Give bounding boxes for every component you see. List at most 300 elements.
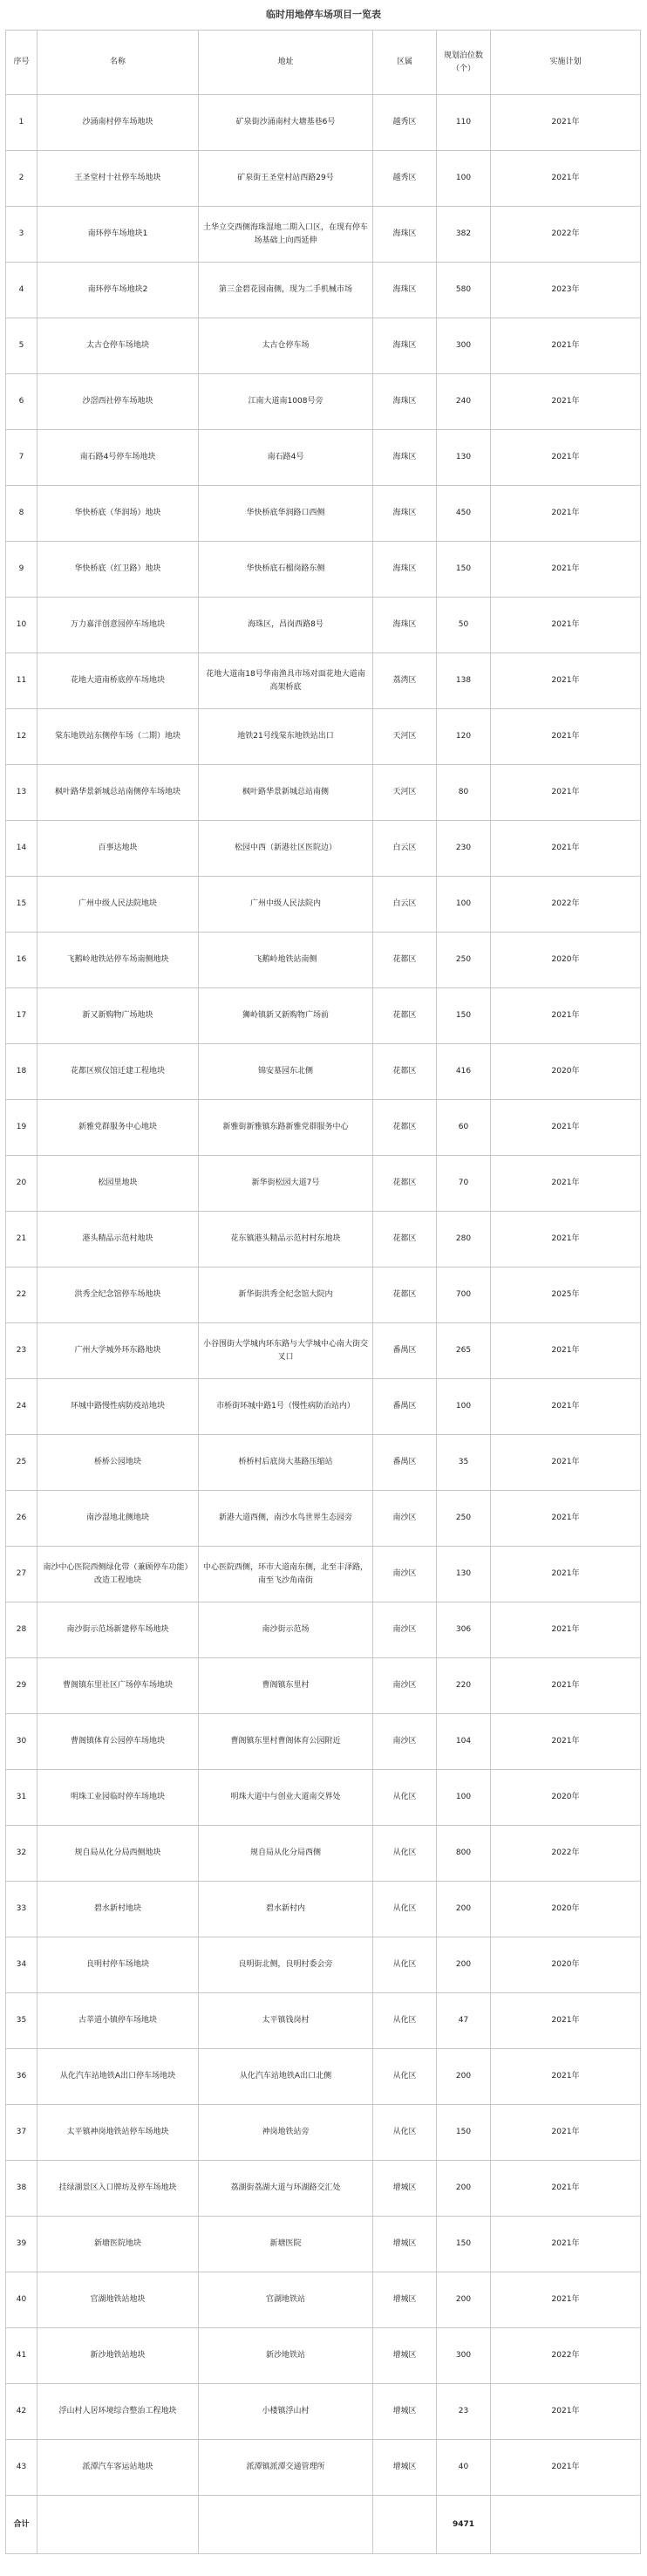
total-label: 合计 (6, 2496, 37, 2554)
cell-district: 从化区 (373, 1770, 437, 1826)
cell-district: 南沙区 (373, 1491, 437, 1547)
cell-address: 土华立交西侧海珠湿地二期入口区，在现有停车场基础上向西延伸 (199, 207, 373, 263)
table-row (6, 1268, 641, 1323)
table-row (6, 2384, 641, 2440)
table-row (6, 486, 641, 542)
table-row (6, 988, 641, 1044)
cell-address: 中心医院西侧，环市大道南东侧，北至丰泽路，南至飞沙角南街 (199, 1547, 373, 1602)
table-row (6, 2440, 641, 2496)
cell-district: 天河区 (373, 765, 437, 821)
cell-seq: 16 (6, 933, 37, 988)
cell-district: 越秀区 (373, 95, 437, 151)
cell-name: 环城中路慢性病防疫站地块 (37, 1379, 199, 1435)
cell-name: 港头精品示范村地块 (37, 1212, 199, 1268)
cell-address: 新华街洪秀全纪念馆大院内 (199, 1268, 373, 1323)
cell-name: 官湖地铁站地块 (37, 2272, 199, 2328)
cell-seq: 2 (6, 151, 37, 207)
cell-name: 南石路4号停车场地块 (37, 430, 199, 486)
table-row (6, 821, 641, 877)
cell-seq: 9 (6, 542, 37, 598)
cell-address: 太平镇钱岗村 (199, 1993, 373, 2049)
cell-address: 规自局从化分局西侧 (199, 1826, 373, 1882)
cell-district: 番禺区 (373, 1435, 437, 1491)
cell-spaces: 416 (437, 1044, 491, 1100)
cell-seq: 5 (6, 318, 37, 374)
cell-seq: 33 (6, 1882, 37, 1937)
cell-district: 番禺区 (373, 1379, 437, 1435)
cell-spaces: 47 (437, 1993, 491, 2049)
table-row (6, 1937, 641, 1993)
cell-address: 广州中级人民法院内 (199, 877, 373, 933)
cell-seq: 22 (6, 1268, 37, 1323)
cell-district: 天河区 (373, 709, 437, 765)
total-row (6, 2496, 641, 2554)
cell-district: 海珠区 (373, 598, 437, 653)
table-row (6, 374, 641, 430)
cell-plan: 2022年 (491, 1826, 641, 1882)
cell-address: 江南大道南1008号旁 (199, 374, 373, 430)
cell-plan: 2020年 (491, 1937, 641, 1993)
table-row (6, 877, 641, 933)
cell-spaces: 80 (437, 765, 491, 821)
cell-name: 新雅党群服务中心地块 (37, 1100, 199, 1156)
cell-plan: 2021年 (491, 1212, 641, 1268)
table-row (6, 2217, 641, 2272)
cell-seq: 34 (6, 1937, 37, 1993)
cell-seq: 29 (6, 1658, 37, 1714)
cell-plan: 2021年 (491, 821, 641, 877)
cell-name: 沙涌南村停车场地块 (37, 95, 199, 151)
cell-district: 从化区 (373, 2105, 437, 2161)
cell-address: 从化汽车站地铁A出口北侧 (199, 2049, 373, 2105)
cell-seq: 20 (6, 1156, 37, 1212)
table-row (6, 1658, 641, 1714)
cell-name: 棠东地铁站东侧停车场（二期）地块 (37, 709, 199, 765)
table-row (6, 542, 641, 598)
cell-spaces: 100 (437, 877, 491, 933)
cell-spaces: 104 (437, 1714, 491, 1770)
cell-spaces: 100 (437, 151, 491, 207)
cell-name: 派潭汽车客运站地块 (37, 2440, 199, 2496)
cell-address: 曹阁镇东里村曹阁体育公园附近 (199, 1714, 373, 1770)
cell-name: 南沙中心医院西侧绿化带（兼顾停车功能）改造工程地块 (37, 1547, 199, 1602)
cell-name: 广州大学城外环东路地块 (37, 1323, 199, 1379)
cell-seq: 15 (6, 877, 37, 933)
cell-address: 华快桥底石榴岗路东侧 (199, 542, 373, 598)
cell-address: 新塘医院 (199, 2217, 373, 2272)
cell-address: 新沙地铁站 (199, 2328, 373, 2384)
cell-seq: 8 (6, 486, 37, 542)
cell-name: 太平镇神岗地铁站停车场地块 (37, 2105, 199, 2161)
cell-address: 新华街松园大道7号 (199, 1156, 373, 1212)
cell-name: 沙滘西社停车场地块 (37, 374, 199, 430)
table-row (6, 1212, 641, 1268)
cell-name: 太古仓停车场地块 (37, 318, 199, 374)
cell-spaces: 100 (437, 1770, 491, 1826)
cell-address: 市桥街环城中路1号（慢性病防治站内） (199, 1379, 373, 1435)
cell-spaces: 70 (437, 1156, 491, 1212)
cell-name: 华快桥底（红卫路）地块 (37, 542, 199, 598)
total-name (37, 2496, 199, 2554)
table-row (6, 95, 641, 151)
cell-plan: 2021年 (491, 430, 641, 486)
table-row (6, 2272, 641, 2328)
cell-plan: 2021年 (491, 151, 641, 207)
table-row (6, 2105, 641, 2161)
cell-address: 神岗地铁站旁 (199, 2105, 373, 2161)
cell-spaces: 250 (437, 1491, 491, 1547)
cell-name: 新塘医院地块 (37, 2217, 199, 2272)
cell-plan: 2021年 (491, 765, 641, 821)
table-row (6, 263, 641, 318)
table-row (6, 1156, 641, 1212)
cell-name: 明珠工业园临时停车场地块 (37, 1770, 199, 1826)
cell-spaces: 220 (437, 1658, 491, 1714)
cell-address: 明珠大道中与创业大道南交界处 (199, 1770, 373, 1826)
cell-district: 增城区 (373, 2272, 437, 2328)
cell-name: 浮山村人居环境综合整治工程地块 (37, 2384, 199, 2440)
cell-plan: 2021年 (491, 598, 641, 653)
cell-name: 华快桥底（华润场）地块 (37, 486, 199, 542)
cell-seq: 36 (6, 2049, 37, 2105)
cell-seq: 27 (6, 1547, 37, 1602)
table-row (6, 1044, 641, 1100)
cell-seq: 30 (6, 1714, 37, 1770)
cell-plan: 2021年 (491, 2217, 641, 2272)
cell-plan: 2021年 (491, 1323, 641, 1379)
table-row (6, 1714, 641, 1770)
cell-plan: 2021年 (491, 1547, 641, 1602)
cell-district: 白云区 (373, 877, 437, 933)
cell-seq: 39 (6, 2217, 37, 2272)
cell-spaces: 35 (437, 1435, 491, 1491)
cell-seq: 14 (6, 821, 37, 877)
table-body (6, 31, 641, 2554)
cell-seq: 32 (6, 1826, 37, 1882)
cell-district: 白云区 (373, 821, 437, 877)
cell-plan: 2020年 (491, 1882, 641, 1937)
cell-name: 挂绿湖景区入口牌坊及停车场地块 (37, 2161, 199, 2217)
cell-seq: 26 (6, 1491, 37, 1547)
table-row (6, 765, 641, 821)
cell-seq: 41 (6, 2328, 37, 2384)
cell-address: 官湖地铁站 (199, 2272, 373, 2328)
header-spaces: 规划泊位数（个） (437, 31, 491, 95)
cell-district: 海珠区 (373, 486, 437, 542)
cell-plan: 2021年 (491, 1491, 641, 1547)
cell-spaces: 60 (437, 1100, 491, 1156)
cell-spaces: 300 (437, 318, 491, 374)
cell-address: 碧水新村内 (199, 1882, 373, 1937)
table-row (6, 709, 641, 765)
table-row (6, 1491, 641, 1547)
table-row (6, 653, 641, 709)
cell-district: 荔湾区 (373, 653, 437, 709)
cell-district: 从化区 (373, 1937, 437, 1993)
table-row (6, 598, 641, 653)
cell-name: 曹阁镇体育公园停车场地块 (37, 1714, 199, 1770)
cell-district: 海珠区 (373, 374, 437, 430)
cell-name: 南沙街示范场新建停车场地块 (37, 1602, 199, 1658)
cell-name: 南环停车场地块1 (37, 207, 199, 263)
cell-spaces: 200 (437, 2272, 491, 2328)
cell-spaces: 150 (437, 2105, 491, 2161)
cell-spaces: 150 (437, 2217, 491, 2272)
cell-seq: 12 (6, 709, 37, 765)
cell-spaces: 265 (437, 1323, 491, 1379)
cell-address: 新港大道西侧，南沙水鸟世界生态园旁 (199, 1491, 373, 1547)
cell-plan: 2021年 (491, 2384, 641, 2440)
cell-seq: 42 (6, 2384, 37, 2440)
cell-spaces: 230 (437, 821, 491, 877)
cell-spaces: 200 (437, 1937, 491, 1993)
cell-name: 南环停车场地块2 (37, 263, 199, 318)
cell-spaces: 800 (437, 1826, 491, 1882)
cell-address: 华快桥底华润路口西侧 (199, 486, 373, 542)
header-plan: 实施计划 (491, 31, 641, 95)
cell-district: 增城区 (373, 2217, 437, 2272)
cell-district: 南沙区 (373, 1658, 437, 1714)
cell-district: 越秀区 (373, 151, 437, 207)
cell-name: 百事达地块 (37, 821, 199, 877)
cell-seq: 19 (6, 1100, 37, 1156)
cell-address: 地铁21号线棠东地铁站出口 (199, 709, 373, 765)
cell-spaces: 300 (437, 2328, 491, 2384)
cell-spaces: 200 (437, 1882, 491, 1937)
cell-district: 花都区 (373, 988, 437, 1044)
cell-seq: 18 (6, 1044, 37, 1100)
total-spaces: 9471 (437, 2496, 491, 2554)
total-district (373, 2496, 437, 2554)
cell-spaces: 580 (437, 263, 491, 318)
header-seq: 序号 (6, 31, 37, 95)
cell-seq: 38 (6, 2161, 37, 2217)
cell-name: 飞鹅岭地铁站停车场南侧地块 (37, 933, 199, 988)
cell-district: 从化区 (373, 1826, 437, 1882)
cell-seq: 21 (6, 1212, 37, 1268)
cell-seq: 25 (6, 1435, 37, 1491)
cell-plan: 2021年 (491, 1714, 641, 1770)
cell-name: 规自局从化分局西侧地块 (37, 1826, 199, 1882)
table-row (6, 1770, 641, 1826)
header-district: 区属 (373, 31, 437, 95)
cell-district: 增城区 (373, 2161, 437, 2217)
cell-district: 南沙区 (373, 1602, 437, 1658)
table-row (6, 933, 641, 988)
cell-seq: 1 (6, 95, 37, 151)
table-row (6, 207, 641, 263)
parking-table (5, 30, 641, 2554)
cell-spaces: 700 (437, 1268, 491, 1323)
cell-name: 碧水新村地块 (37, 1882, 199, 1937)
cell-district: 从化区 (373, 2049, 437, 2105)
cell-plan: 2022年 (491, 877, 641, 933)
cell-address: 良明街北侧，良明村委会旁 (199, 1937, 373, 1993)
cell-address: 花东镇港头精品示范村村东地块 (199, 1212, 373, 1268)
cell-plan: 2021年 (491, 1379, 641, 1435)
table-row (6, 2049, 641, 2105)
cell-plan: 2021年 (491, 1658, 641, 1714)
table-row (6, 1547, 641, 1602)
header-row (6, 31, 641, 95)
table-row (6, 430, 641, 486)
cell-name: 松园里地块 (37, 1156, 199, 1212)
cell-name: 洪秀全纪念馆停车场地块 (37, 1268, 199, 1323)
cell-plan: 2021年 (491, 542, 641, 598)
cell-plan: 2021年 (491, 318, 641, 374)
cell-address: 太古仓停车场 (199, 318, 373, 374)
cell-address: 海珠区，昌岗西路8号 (199, 598, 373, 653)
cell-spaces: 250 (437, 933, 491, 988)
cell-plan: 2021年 (491, 95, 641, 151)
cell-address: 派潭镇派潭交通管理所 (199, 2440, 373, 2496)
cell-spaces: 240 (437, 374, 491, 430)
header-name: 名称 (37, 31, 199, 95)
cell-district: 从化区 (373, 1882, 437, 1937)
cell-address: 荔湖街荔湖大道与环湖路交汇处 (199, 2161, 373, 2217)
cell-seq: 11 (6, 653, 37, 709)
cell-plan: 2021年 (491, 374, 641, 430)
cell-plan: 2021年 (491, 709, 641, 765)
cell-spaces: 280 (437, 1212, 491, 1268)
cell-name: 王圣堂村十社停车场地块 (37, 151, 199, 207)
cell-seq: 40 (6, 2272, 37, 2328)
cell-seq: 43 (6, 2440, 37, 2496)
cell-plan: 2021年 (491, 486, 641, 542)
cell-spaces: 138 (437, 653, 491, 709)
cell-spaces: 23 (437, 2384, 491, 2440)
cell-spaces: 50 (437, 598, 491, 653)
cell-name: 枫叶路华景新城总站南侧停车场地块 (37, 765, 199, 821)
table-row (6, 1993, 641, 2049)
cell-plan: 2021年 (491, 2161, 641, 2217)
cell-plan: 2021年 (491, 2105, 641, 2161)
cell-spaces: 120 (437, 709, 491, 765)
table-row (6, 318, 641, 374)
cell-seq: 37 (6, 2105, 37, 2161)
cell-name: 花都区殡仪馆迁建工程地块 (37, 1044, 199, 1100)
cell-seq: 31 (6, 1770, 37, 1826)
cell-plan: 2021年 (491, 1602, 641, 1658)
page-title: 临时用地停车场项目一览表 (266, 9, 381, 20)
cell-name: 古莘道小镇停车场地块 (37, 1993, 199, 2049)
cell-name: 新沙地铁站地块 (37, 2328, 199, 2384)
table-row (6, 1435, 641, 1491)
cell-address: 枫叶路华景新城总站南侧 (199, 765, 373, 821)
cell-plan: 2021年 (491, 653, 641, 709)
cell-district: 花都区 (373, 1044, 437, 1100)
cell-address: 锦安墓园东北侧 (199, 1044, 373, 1100)
cell-seq: 28 (6, 1602, 37, 1658)
cell-address: 矿泉街沙涌南村大塘基巷6号 (199, 95, 373, 151)
cell-plan: 2022年 (491, 207, 641, 263)
cell-plan: 2023年 (491, 263, 641, 318)
cell-spaces: 130 (437, 1547, 491, 1602)
cell-address: 飞鹅岭地铁站南侧 (199, 933, 373, 988)
cell-spaces: 382 (437, 207, 491, 263)
cell-name: 新又新购物广场地块 (37, 988, 199, 1044)
cell-plan: 2021年 (491, 2049, 641, 2105)
cell-address: 松园中西（新港社区医院边） (199, 821, 373, 877)
cell-seq: 35 (6, 1993, 37, 2049)
cell-address: 第三金碧花园南侧，现为二手机械市场 (199, 263, 373, 318)
cell-seq: 10 (6, 598, 37, 653)
cell-address: 南石路4号 (199, 430, 373, 486)
table-row (6, 1379, 641, 1435)
cell-district: 从化区 (373, 1993, 437, 2049)
cell-spaces: 150 (437, 542, 491, 598)
table-row (6, 1882, 641, 1937)
cell-address: 花地大道南18号华南渔具市场对面花地大道南高架桥底 (199, 653, 373, 709)
cell-plan: 2020年 (491, 933, 641, 988)
total-address (199, 2496, 373, 2554)
cell-name: 曹阁镇东里社区广场停车场地块 (37, 1658, 199, 1714)
cell-address: 南沙街示范场 (199, 1602, 373, 1658)
cell-spaces: 450 (437, 486, 491, 542)
cell-district: 海珠区 (373, 318, 437, 374)
cell-district: 南沙区 (373, 1714, 437, 1770)
cell-plan: 2021年 (491, 2272, 641, 2328)
cell-plan: 2020年 (491, 1770, 641, 1826)
cell-plan: 2021年 (491, 988, 641, 1044)
cell-spaces: 200 (437, 2161, 491, 2217)
cell-seq: 13 (6, 765, 37, 821)
cell-name: 南沙湿地北侧地块 (37, 1491, 199, 1547)
cell-plan: 2022年 (491, 2328, 641, 2384)
table-row (6, 1602, 641, 1658)
cell-address: 狮岭镇新又新购物广场前 (199, 988, 373, 1044)
table-row (6, 2328, 641, 2384)
cell-name: 花地大道南桥底停车场地块 (37, 653, 199, 709)
cell-seq: 7 (6, 430, 37, 486)
cell-plan: 2025年 (491, 1268, 641, 1323)
cell-district: 海珠区 (373, 542, 437, 598)
cell-seq: 3 (6, 207, 37, 263)
cell-district: 花都区 (373, 1212, 437, 1268)
cell-district: 增城区 (373, 2440, 437, 2496)
cell-spaces: 100 (437, 1379, 491, 1435)
cell-name: 广州中级人民法院地块 (37, 877, 199, 933)
cell-spaces: 200 (437, 2049, 491, 2105)
cell-seq: 6 (6, 374, 37, 430)
cell-district: 南沙区 (373, 1547, 437, 1602)
cell-plan: 2021年 (491, 1156, 641, 1212)
cell-spaces: 150 (437, 988, 491, 1044)
cell-spaces: 130 (437, 430, 491, 486)
cell-address: 曹阁镇东里村 (199, 1658, 373, 1714)
cell-district: 花都区 (373, 1156, 437, 1212)
header-address: 地址 (199, 31, 373, 95)
cell-district: 花都区 (373, 1100, 437, 1156)
cell-name: 从化汽车站地铁A出口停车场地块 (37, 2049, 199, 2105)
cell-seq: 4 (6, 263, 37, 318)
cell-district: 番禺区 (373, 1323, 437, 1379)
cell-spaces: 306 (437, 1602, 491, 1658)
cell-district: 海珠区 (373, 430, 437, 486)
cell-seq: 23 (6, 1323, 37, 1379)
table-row (6, 1826, 641, 1882)
cell-district: 花都区 (373, 933, 437, 988)
cell-address: 矿泉街王圣堂村站西路29号 (199, 151, 373, 207)
cell-plan: 2021年 (491, 1100, 641, 1156)
cell-plan: 2021年 (491, 1435, 641, 1491)
total-plan (491, 2496, 641, 2554)
cell-district: 增城区 (373, 2328, 437, 2384)
cell-name: 万力嘉洋创意园停车场地块 (37, 598, 199, 653)
cell-address: 桥桥村后底岗大基路压缩站 (199, 1435, 373, 1491)
table-row (6, 151, 641, 207)
cell-address: 小谷围街大学城内环东路与大学城中心南大街交叉口 (199, 1323, 373, 1379)
